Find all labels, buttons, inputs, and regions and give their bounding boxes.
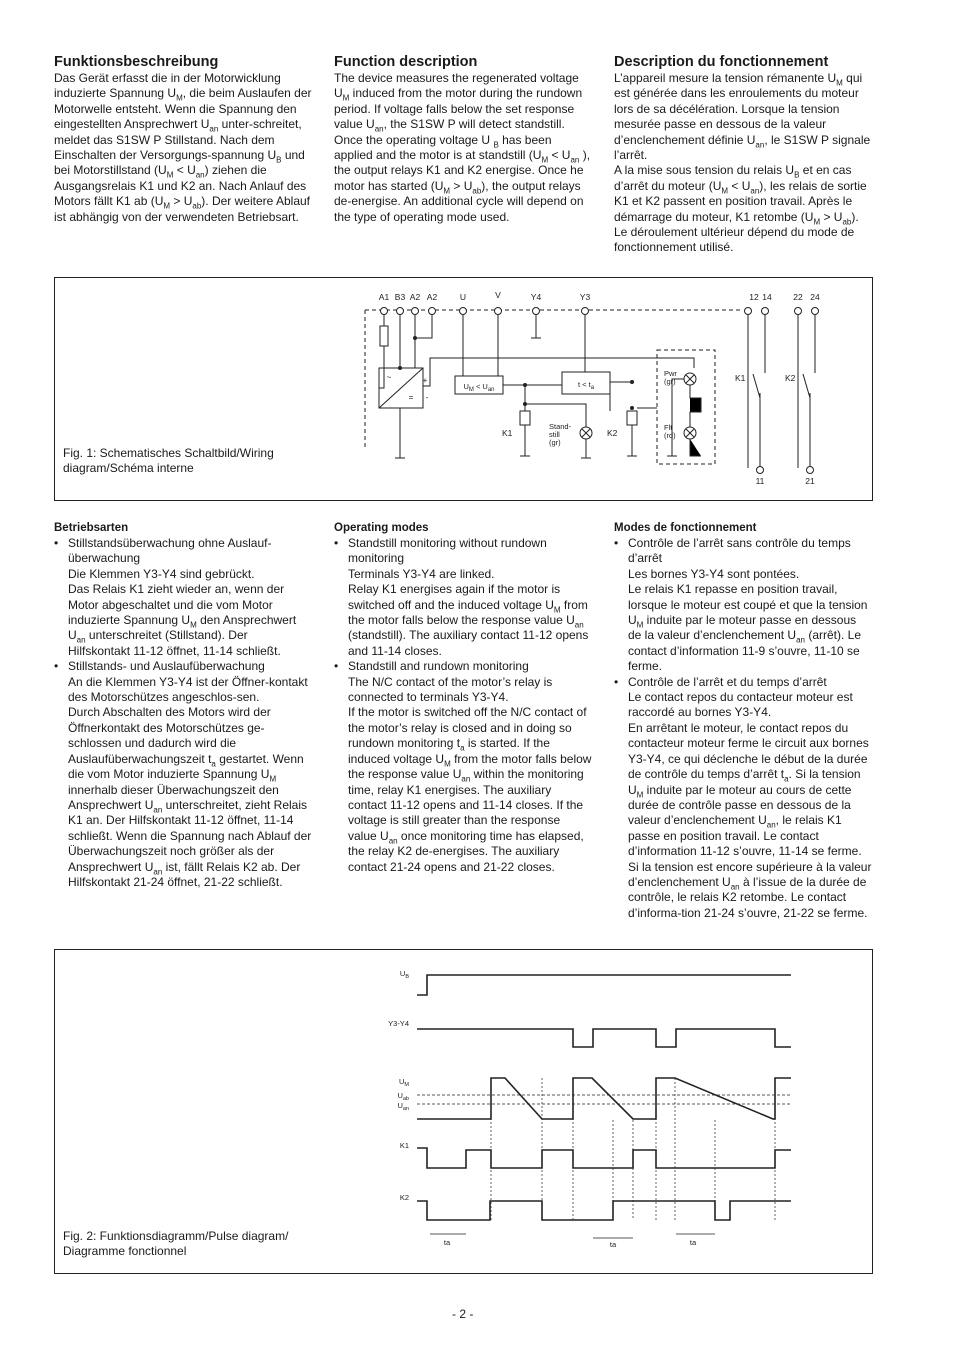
- fig1-caption: Fig. 1: Schematisches Schaltbild/Wiring diagram/Schéma interne: [63, 446, 274, 475]
- converter-plus: +: [422, 376, 428, 385]
- y3y4-label: Y3-Y4: [388, 1019, 409, 1028]
- k1-coil-label: K1: [502, 428, 513, 438]
- k2-contact-label: K2: [785, 373, 796, 383]
- um-label: $U_M$: [398, 1077, 409, 1088]
- intro-en: [334, 53, 592, 225]
- intro-de-text: Das Gerät erfasst die in der Motorwicklung induzierte Spannung $U_M$, die beim Auslaufen der Motorwelle entsteht. Wenn die Spannung den eingestellten Ansprechwert $U_{an}$ unter-schreitet, meldet das S1SW P Stillstand. Nach dem Einschalten der Versorgungs-spannung $U_B$ und bei Motorstillstand $(U_M < U_{an})$ ziehen die Ausgangsrelais K1 und K2 an. Nach Anlauf des Motors fällt K1 ab $(U_M > U_{ab})$. Der weitere Ablauf ist abhängig von der verwendeten Betriebsart.: [54, 71, 312, 224]
- ta-marker-1: ta: [443, 1238, 451, 1247]
- terminal-14: [762, 308, 769, 315]
- k2-signal-label: K2: [399, 1193, 409, 1202]
- terminal-label-a2: A2: [409, 292, 421, 302]
- uab-label: $U_{ab}$: [397, 1091, 409, 1102]
- terminal-a1: [381, 308, 388, 315]
- terminal-11: [757, 467, 764, 474]
- wiring-diagram-figure: [54, 277, 873, 501]
- standstill-label-1: Stand-: [549, 422, 572, 431]
- terminal-label-y3: Y3: [579, 292, 591, 302]
- terminal-y3: [582, 308, 589, 315]
- page-number: - 2 -: [452, 1307, 474, 1321]
- terminal-22: [795, 308, 802, 315]
- k2-coil-label: K2: [607, 428, 618, 438]
- terminal-y4: [533, 308, 540, 315]
- ta-marker-3: ta: [689, 1238, 697, 1247]
- intro-en-text: The device measures the regenerated voltage $U_M$ induced from the motor during the rundown period. If voltage falls below the set response value $U_{an}$, the S1SW P will detect standstill. Once the operating voltage U $_B$ has been applied and the motor is at standstill ($U_M < U_{an}$ ), the output relays K1 and K2 energise. Once he motor has started $(U_M > U_{ab})$, the output relays de-energise. An additional cycle will depend on the type of operating mode used.: [334, 71, 591, 224]
- terminal-label-y4: Y4: [530, 292, 542, 302]
- terminal-u: [460, 308, 467, 315]
- standstill-label-3: (gr): [549, 438, 561, 447]
- pwr-label-1: Pwr: [664, 369, 677, 378]
- modes-de: [54, 521, 312, 890]
- intro-de-title: Funktionsbeschreibung: [54, 54, 219, 70]
- uan-label: $U_{an}$: [397, 1101, 409, 1112]
- terminal-label-b3: B3: [394, 292, 406, 302]
- terminal-label-21: 21: [805, 476, 815, 486]
- terminal-label-a2: A2: [426, 292, 438, 302]
- terminal-v: [495, 308, 502, 315]
- pwr-label-2: (gr): [664, 377, 676, 386]
- modes-de-title: Betriebsarten: [54, 522, 129, 534]
- pulse-diagram: [55, 950, 872, 1273]
- terminal-12: [745, 308, 752, 315]
- ub-label: $U_B$: [399, 969, 409, 980]
- terminal-label-u: U: [459, 292, 467, 302]
- modes-en: [334, 521, 592, 875]
- modes-fr-list: [614, 536, 872, 921]
- terminal-21: [807, 467, 814, 474]
- terminal-a2: [412, 308, 419, 315]
- terminal-label-11: 11: [755, 476, 765, 486]
- mode-item-2: • Stillstands- und Auslaufüberwachung An die Klemmen Y3-Y4 ist der Öffner-kontakt des Motorschützes angeschlos-sen. Durch Abschalten des Motors wird der Öffnerkontakt des Motorschützes ge-schlossen und dadurch wird die Auslaufüberwachungszeit $t_a$ gestartet. Wenn die vom Motor induzierte Spannung $U_M$ innerhalb dieser Überwachungszeit den Ansprechwert $U_{an}$ unterschreitet, zieht Relais K1 an. Der Hilfskontakt 11-12 öffnet, 11-14 schließt. Wenn die Spannung nach Ablauf der Überwachungszeit noch größer als der Ansprechwert $U_{an}$ ist, fällt Relais K2 ab. Der Hilfskontakt 21-24 öffnet, 21-22 schließt.: [68, 659, 312, 890]
- terminal-label-12: 12: [749, 292, 759, 302]
- converter-minus: -: [425, 393, 429, 402]
- modes-de-list: [54, 536, 312, 890]
- mode-item-1: • Contrôle de l’arrêt sans contrôle du temps d’arrêt Les bornes Y3-Y4 sont pontées. Le relais K1 repasse en position travail, lorsque le moteur est coupé et que la tension $U_M$ induite par le moteur passe en dessous de la valeur d’enclenchement $U_{an}$ (arrêt). Le contact d’information 11-9 s’ouvre, 11-10 se ferme.: [628, 536, 872, 675]
- modes-fr-title: Modes de fonctionnement: [614, 522, 757, 534]
- converter-equals: =: [408, 393, 414, 402]
- mode-item-1: • Stillstandsüberwachung ohne Auslauf-überwachung Die Klemmen Y3-Y4 sind gebrückt. Das Relais K1 zieht wieder an, wenn der Motor abgeschaltet und die vom Motor induzierte Spannung $U_M$ den Ansprechwert $U_{an}$ unterschreitet (Stillstand). Der Hilfskontakt 11-12 öffnet, 11-14 schließt.: [68, 536, 312, 659]
- intro-en-title: Function description: [334, 54, 478, 70]
- fig2-caption: Fig. 2: Funktionsdiagramm/Pulse diagram/ Diagramme fonctionnel: [63, 1229, 289, 1258]
- converter-tilde: ~: [386, 373, 392, 382]
- k1-signal-label: K1: [399, 1141, 409, 1150]
- intro-de: [54, 53, 312, 225]
- intro-fr-text: L’appareil mesure la tension rémanente $U_M$ qui est générée dans les enroulements du moteur lors de sa décélération. Lorsque la tension mesurée passe en dessous de la valeur d’enclenchement définie $U_{an}$, le S1SW P signale l’arrêt. A la mise sous tension du relais $U_B$ et en cas d’arrêt du moteur $(U_M < U_{an})$, les relais de sortie K1 et K2 passent en position travail. Après le démarrage du moteur, K1 retombe $(U_M > U_{ab})$. Le déroulement ultérieur dépend du mode de fonctionnement utilisé.: [614, 71, 871, 255]
- mode-item-2: • Standstill and rundown monitoring The N/C contact of the motor’s relay is connected to terminals Y3-Y4. If the motor is switched off the N/C contact of the motor’s relay is closed and in doing so rundown monitoring $t_a$ is started. If the induced voltage $U_M$ from the motor falls below the response value $U_{an}$ within the monitoring time, relay K1 energises. The auxiliary contact 11-12 opens and 11-14 closes. If the voltage is still greater than the response value $U_{an}$ once monitoring time has elapsed, the relay K2 de-energises. The auxiliary contact 21-24 opens and 21-22 closes.: [348, 659, 592, 875]
- modes-en-title: Operating modes: [334, 522, 429, 534]
- k1-contact-label: K1: [735, 373, 746, 383]
- ta-marker-2: ta: [609, 1240, 617, 1249]
- modes-fr: [614, 521, 872, 921]
- mode-item-2: • Contrôle de l’arrêt et du temps d’arrêt Le contact repos du contacteur moteur est raccordé au bornes Y3-Y4. En arrêtant le moteur, le contact repos du contacteur moteur ferme le circuit aux bornes Y3-Y4, ce qui déclenche le début de la durée de contrôle du temps d’arrêt $t_a$. Si la tension $U_M$ induite par le moteur au cours de cette durée de contrôle passe en dessous de la valeur d’enclenchement $U_{an}$, le relais K1 passe en position travail. Le contact d’information 11-12 s’ouvre, 11-14 se ferme. Si la tension est encore supérieure à la valeur d’enclenchement $U_{an}$ à l’issue de la durée de contrôle, le relais K2 retombe. Le contact d’informa-tion 21-24 s’ouvre, 21-22 se ferme.: [628, 675, 872, 922]
- terminal-label-14: 14: [762, 292, 772, 302]
- terminal-label-24: 24: [810, 292, 820, 302]
- flt-label-1: Flt: [664, 423, 673, 432]
- wiring-diagram: [55, 278, 872, 500]
- modes-en-list: [334, 536, 592, 875]
- mode-item-1: • Standstill monitoring without rundown monitoring Terminals Y3-Y4 are linked. Relay K1 energises again if the motor is switched off and the induced voltage $U_M$ from the motor falls below the response value $U_{an}$ (standstill). The auxiliary contact 11-12 opens and 11-14 closes.: [348, 536, 592, 659]
- terminal-label-v: V: [495, 290, 501, 300]
- terminal-label-a1: A1: [378, 292, 390, 302]
- standstill-label-2: still: [549, 430, 560, 439]
- comparator-label: $U_M < U_{an}$: [463, 382, 495, 393]
- flt-label-2: (rd): [664, 431, 676, 440]
- pulse-diagram-figure: [54, 949, 873, 1274]
- terminal-label-22: 22: [793, 292, 803, 302]
- terminal-24: [812, 308, 819, 315]
- terminal-a2-2: [429, 308, 436, 315]
- timer-label: $t < t_a$: [577, 380, 595, 391]
- intro-fr: [614, 53, 872, 256]
- terminal-b3: [397, 308, 404, 315]
- intro-fr-title: Description du fonctionnement: [614, 54, 829, 70]
